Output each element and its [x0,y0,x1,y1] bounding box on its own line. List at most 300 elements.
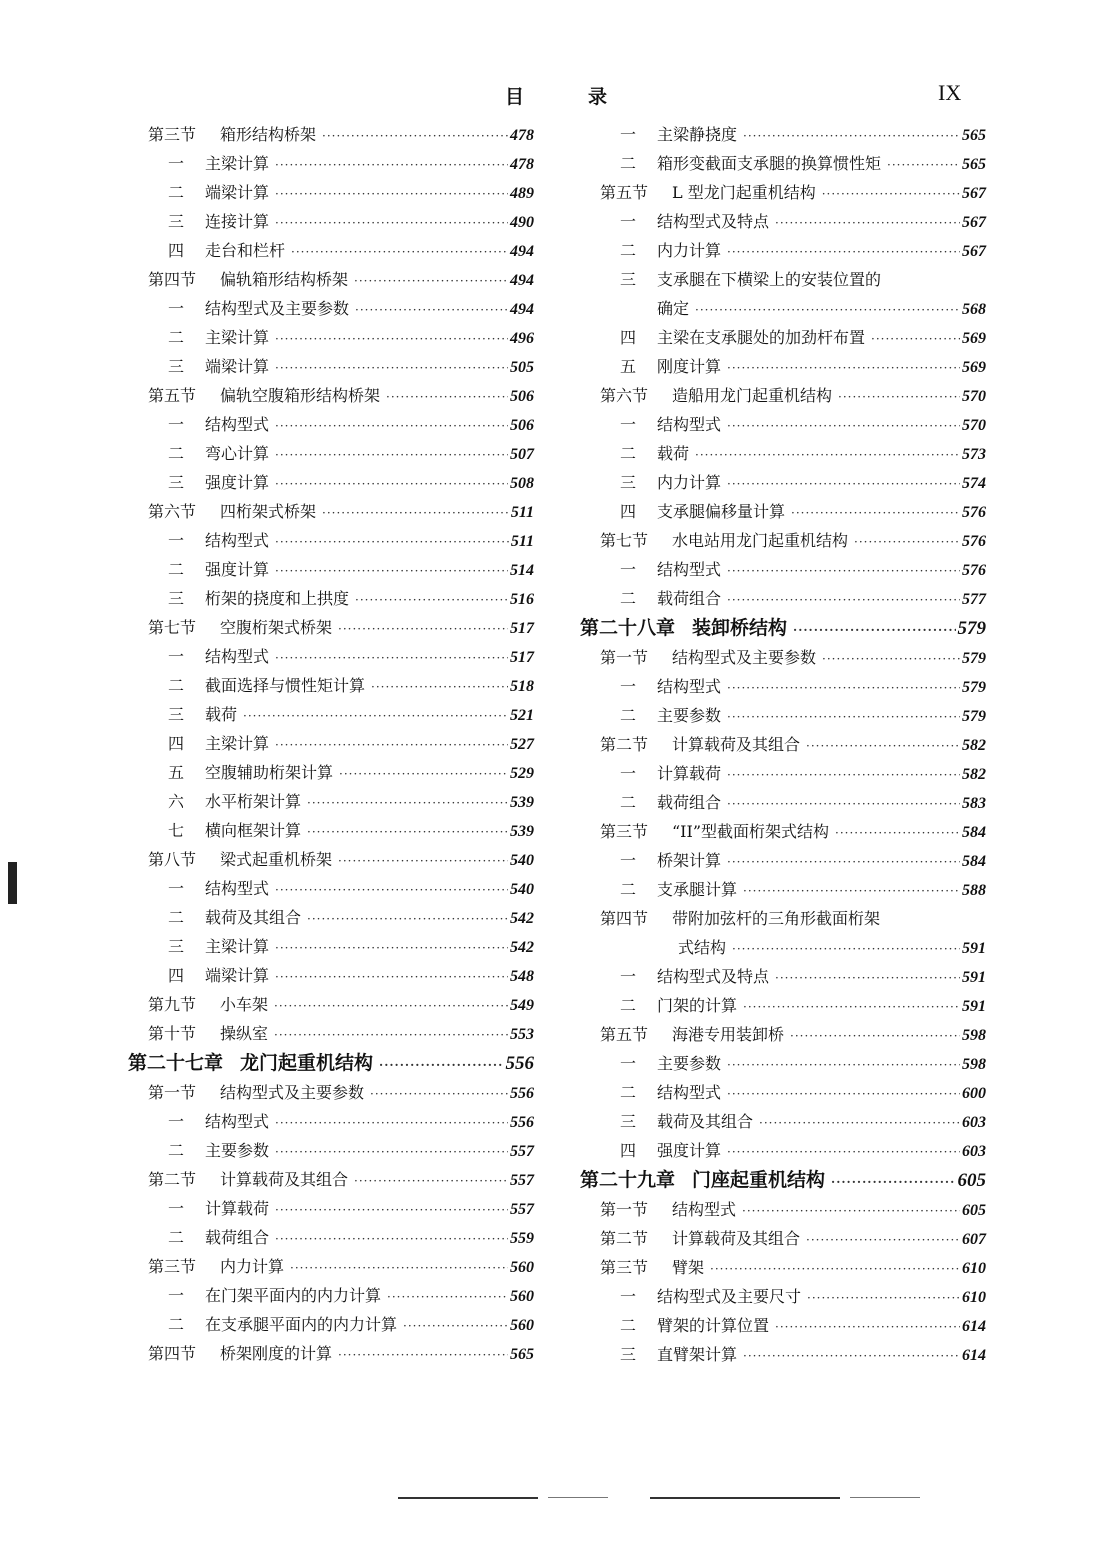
toc-entry-title: 计算载荷 [205,1199,270,1218]
toc-item [128,1223,534,1252]
toc-entry-title: 内力计算 [657,241,722,260]
toc-entry-title: 计算载荷 [657,764,722,783]
toc-entry-title: 直臂架计算 [657,1345,738,1364]
bottom-rule-segment [398,1497,538,1499]
toc-entry-number: 一 [620,125,637,144]
toc-entry-title: 支承腿在下横梁上的安装位置的 [657,270,882,289]
toc-entry-page: 603 [962,1143,986,1160]
toc-entry-title: 结构型式及主要参数 [205,299,350,318]
toc-section [128,1339,534,1368]
toc-entry-number: 三 [620,1112,637,1131]
dot-leader [307,818,508,847]
toc-item [128,816,534,845]
dot-leader [307,905,508,934]
toc-entry-title: 在门架平面内的内力计算 [205,1286,382,1305]
toc-entry-title: 结构型式 [205,879,270,898]
toc-entry-title: 臂架 [672,1258,705,1277]
toc-item [580,1340,986,1369]
dot-leader [695,296,960,325]
toc-entry-title: 结构型式 [657,677,722,696]
toc-entry-number: 一 [168,647,185,666]
toc-item [580,1078,986,1107]
dot-leader [275,963,508,992]
toc-entry-page: 508 [510,475,534,492]
dot-leader [338,615,508,644]
toc-entry-title: L 型龙门起重机结构 [672,183,816,202]
toc-entry-title: 偏轨箱形结构桥架 [220,270,349,289]
toc-entry-number: 第二节 [600,1229,649,1248]
toc-entry-page: 560 [510,1288,534,1305]
toc-entry-number: 三 [168,705,185,724]
toc-entry-title: 结构型式 [672,1200,737,1219]
toc-item [128,671,534,700]
toc-item [580,149,986,178]
toc-entry-title: “II”型截面桁架式结构 [672,822,830,841]
toc-entry-number: 二 [620,1316,637,1335]
dot-leader [743,122,960,151]
dot-leader [355,586,508,615]
toc-entry-page: 478 [510,156,534,173]
dot-leader [275,1225,508,1254]
toc-entry-page: 557 [510,1172,534,1189]
toc-item [128,410,534,439]
toc-entry-page: 516 [510,591,534,608]
toc-item [128,961,534,990]
toc-item [580,352,986,381]
toc-section [580,643,986,672]
toc-section [580,1224,986,1253]
toc-entry-title: 强度计算 [205,560,270,579]
toc-entry-number: 三 [168,589,185,608]
toc-entry-page: 598 [962,1027,986,1044]
toc-entry-number: 三 [620,1345,637,1364]
toc-item [128,352,534,381]
toc-entry-number: 五 [168,763,185,782]
toc-entry-title: 内力计算 [657,473,722,492]
toc-entry-page: 478 [510,127,534,144]
toc-item [128,526,534,555]
dot-leader [275,1109,508,1138]
toc-entry-number: 四 [620,1141,637,1160]
toc-section-continuation [580,933,986,962]
toc-entry-number: 六 [168,792,185,811]
dot-leader [275,528,509,557]
toc-entry-page: 540 [510,881,534,898]
toc-entry-number: 第七节 [148,618,197,637]
toc-entry-number: 二 [168,183,185,202]
toc-item [580,1107,986,1136]
dot-leader [322,122,508,151]
toc-item [580,468,986,497]
dot-leader [743,1342,960,1371]
toc-section [580,1253,986,1282]
toc-entry-title: 强度计算 [205,473,270,492]
toc-entry-page: 570 [962,417,986,434]
dot-leader [371,673,508,702]
toc-entry-title: 龙门起重机结构 [240,1052,374,1074]
toc-section [580,381,986,410]
dot-leader [759,1109,960,1138]
dot-leader [727,848,960,877]
toc-entry-title: 强度计算 [657,1141,722,1160]
toc-entry-page: 517 [510,649,534,666]
toc-entry-page: 573 [962,446,986,463]
toc-entry-number: 第二节 [600,735,649,754]
scan-artifact-mark [8,862,17,904]
dot-leader [355,296,508,325]
dot-leader [275,180,508,209]
dot-leader [822,645,960,674]
toc-section [128,1252,534,1281]
dot-leader [275,441,508,470]
toc-item [128,1281,534,1310]
dot-leader [274,992,508,1021]
toc-left-column [128,120,534,1368]
toc-entry-page: 567 [962,185,986,202]
toc-entry-page: 494 [510,243,534,260]
toc-entry-number: 第五节 [600,1025,649,1044]
toc-entry-page: 610 [962,1289,986,1306]
toc-entry-page: 511 [510,504,534,521]
dot-leader [275,412,508,441]
toc-entry-page: 556 [510,1085,534,1102]
toc-entry-title: 水平桁架计算 [205,792,302,811]
dot-leader [791,499,960,528]
toc-entry-number: 第五节 [148,386,197,405]
toc-section [128,120,534,149]
dot-leader [275,557,508,586]
toc-entry-title: 内力计算 [220,1257,285,1276]
toc-entry-number: 一 [620,415,637,434]
dot-leader [275,470,508,499]
toc-entry-title: 载荷组合 [657,793,722,812]
toc-entry-number: 四 [168,734,185,753]
toc-entry-page: 542 [510,939,534,956]
toc-entry-title: 主要参数 [657,706,722,725]
dot-leader [854,528,960,557]
toc-entry-number: 第九节 [148,995,197,1014]
dot-leader [835,819,960,848]
toc-chapter [128,1048,534,1078]
toc-entry-title: 结构型式 [205,531,270,550]
toc-entry-number: 第六节 [600,386,649,405]
toc-entry-page: 557 [510,1143,534,1160]
dot-leader [871,325,960,354]
toc-entry-number: 第三节 [148,1257,197,1276]
toc-entry-page: 583 [962,795,986,812]
dot-leader [727,790,960,819]
toc-entry-title: 结构型式及特点 [657,212,770,231]
toc-item [128,642,534,671]
toc-item [128,236,534,265]
toc-entry-page: 582 [962,737,986,754]
dot-leader [243,702,508,731]
toc-entry-page: 567 [962,243,986,260]
toc-entry-number: 一 [168,1286,185,1305]
toc-entry-title: 主要参数 [657,1054,722,1073]
toc-entry-number: 三 [168,212,185,231]
toc-entry-number: 四 [620,502,637,521]
toc-entry-number: 二 [620,1083,637,1102]
toc-section [580,1195,986,1224]
toc-entry-title: 式结构 [678,938,727,957]
toc-entry-page: 570 [962,388,986,405]
toc-entry-title: 端梁计算 [205,357,270,376]
toc-entry-title: 弯心计算 [205,444,270,463]
toc-item [128,903,534,932]
toc-entry-title: 载荷 [205,705,238,724]
toc-entry-page: 521 [510,707,534,724]
toc-section [128,1078,534,1107]
dot-leader [727,674,960,703]
dot-leader [307,789,508,818]
bottom-rule-segment [548,1497,608,1498]
toc-entry-page: 576 [962,504,986,521]
toc-entry-number: 一 [620,851,637,870]
dot-leader [775,964,960,993]
toc-entry-title: 结构型式及主要参数 [672,648,817,667]
toc-entry-page: 579 [962,679,986,696]
toc-entry-number: 第三节 [600,1258,649,1277]
toc-item [128,207,534,236]
toc-item [580,410,986,439]
toc-entry-title: 结构型式 [657,560,722,579]
dot-leader [822,180,960,209]
bottom-rule-segment [850,1497,920,1498]
dot-leader [732,935,960,964]
toc-entry-page: 560 [510,1259,534,1276]
toc-item [128,932,534,961]
toc-entry-page: 490 [510,214,534,231]
toc-entry-title: 载荷及其组合 [205,908,302,927]
toc-entry-title: 结构型式 [205,1112,270,1131]
toc-entry-page: 591 [962,969,986,986]
dot-leader [727,586,960,615]
dot-leader [354,267,508,296]
toc-entry-page: 518 [510,678,534,695]
toc-entry-title: 截面选择与惯性矩计算 [205,676,366,695]
toc-entry-title: 主梁计算 [205,734,270,753]
toc-entry-number: 三 [620,270,637,289]
toc-entry-page: 496 [510,330,534,347]
toc-entry-page: 588 [962,882,986,899]
toc-entry-page: 560 [510,1317,534,1334]
toc-entry-title: 载荷组合 [205,1228,270,1247]
dot-leader [274,1021,508,1050]
toc-entry-number: 二 [168,1141,185,1160]
dot-leader [338,847,508,876]
toc-entry-number: 一 [620,764,637,783]
toc-item [128,1136,534,1165]
dot-leader [838,383,960,412]
title-char-2: 录 [588,86,608,108]
toc-entry-page: 549 [510,997,534,1014]
toc-entry-title: 桁架的挠度和上拱度 [205,589,350,608]
toc-item [580,265,986,294]
toc-entry-number: 一 [168,1199,185,1218]
toc-entry-number: 二 [168,1315,185,1334]
toc-entry-page: 494 [510,301,534,318]
toc-item [128,729,534,758]
toc-item [128,874,534,903]
toc-entry-title: 支承腿计算 [657,880,738,899]
toc-item [580,991,986,1020]
toc-entry-number: 二 [168,1228,185,1247]
dot-leader [727,1138,960,1167]
toc-entry-number: 四 [168,241,185,260]
toc-entry-page: 557 [510,1201,534,1218]
dot-leader [807,1284,960,1313]
toc-entry-number: 第二节 [148,1170,197,1189]
dot-leader [275,151,508,180]
page-number: IX [938,80,962,105]
toc-entry-number: 二 [620,793,637,812]
toc-entry-title: 主梁计算 [205,937,270,956]
toc-section [580,526,986,555]
toc-entry-number: 五 [620,357,637,376]
toc-item [128,787,534,816]
dot-leader [793,615,955,645]
toc-entry-number: 一 [168,531,185,550]
toc-entry-number: 第四节 [148,1344,197,1363]
toc-item [580,759,986,788]
toc-entry-title: 带附加弦杆的三角形截面桁架 [672,909,881,928]
dot-leader [775,209,960,238]
dot-leader [727,354,960,383]
dot-leader [831,1167,955,1197]
dot-leader [727,470,960,499]
toc-entry-title: 空腹桁架式桥架 [220,618,333,637]
dot-leader [710,1255,960,1284]
toc-entry-page: 577 [962,591,986,608]
dot-leader [339,760,508,789]
dot-leader [727,412,960,441]
dot-leader [275,209,508,238]
toc-entry-number: 四 [620,328,637,347]
toc-entry-number: 一 [620,677,637,696]
toc-item [580,846,986,875]
toc-entry-title: 造船用龙门起重机结构 [672,386,833,405]
toc-entry-title: 连接计算 [205,212,270,231]
toc-entry-title: 计算载荷及其组合 [672,735,801,754]
toc-section [128,990,534,1019]
toc-item [580,1282,986,1311]
toc-item [580,323,986,352]
toc-entry-page: 603 [962,1114,986,1131]
toc-section [580,904,986,933]
toc-item [128,1194,534,1223]
toc-entry-page: 607 [962,1231,986,1248]
toc-entry-page: 507 [510,446,534,463]
toc-section [580,1020,986,1049]
toc-entry-page: 584 [962,853,986,870]
toc-entry-page: 574 [962,475,986,492]
toc-entry-title: 操纵室 [220,1024,269,1043]
toc-item [580,236,986,265]
dot-leader [275,354,508,383]
toc-entry-page: 569 [962,330,986,347]
toc-entry-title: 结构型式及主要参数 [220,1083,365,1102]
dot-leader [275,644,508,673]
title-char-1: 目 [505,86,525,108]
toc-item [128,149,534,178]
toc-item [580,207,986,236]
dot-leader [775,1313,960,1342]
toc-entry-number: 第四节 [600,909,649,928]
toc-entry-page: 576 [962,533,986,550]
toc-entry-title: 载荷组合 [657,589,722,608]
toc-entry-page: 576 [962,562,986,579]
toc-section [128,265,534,294]
toc-entry-title: 梁式起重机桥架 [220,850,333,869]
toc-item [580,1136,986,1165]
toc-entry-number: 一 [168,299,185,318]
dot-leader [275,731,508,760]
toc-entry-page: 494 [510,272,534,289]
toc-entry-page: 548 [510,968,534,985]
toc-entry-number: 第三节 [148,125,197,144]
toc-entry-title: 结构型式 [657,1083,722,1102]
dot-leader [275,1138,508,1167]
toc-entry-page: 598 [962,1056,986,1073]
toc-entry-page: 600 [962,1085,986,1102]
toc-entry-title: 计算载荷及其组合 [220,1170,349,1189]
toc-entry-title: 偏轨空腹箱形结构桥架 [220,386,381,405]
toc-entry-number: 第六节 [148,502,197,521]
dot-leader [275,325,508,354]
toc-entry-page: 529 [510,765,534,782]
toc-entry-title: 箱形结构桥架 [220,125,317,144]
toc-section [128,381,534,410]
toc-entry-page: 579 [962,650,986,667]
toc-entry-title: 支承腿偏移量计算 [657,502,786,521]
toc-entry-page: 605 [962,1202,986,1219]
toc-entry-page: 506 [510,388,534,405]
toc-entry-number: 一 [168,415,185,434]
toc-entry-number: 一 [168,1112,185,1131]
dot-leader [727,557,960,586]
toc-entry-title: 水电站用龙门起重机结构 [672,531,849,550]
toc-entry-page: 489 [510,185,534,202]
toc-entry-number: 二 [168,908,185,927]
toc-entry-title: 结构型式 [205,647,270,666]
toc-item [128,584,534,613]
dot-leader [727,703,960,732]
page-title [505,82,607,109]
toc-entry-number: 二 [168,328,185,347]
toc-entry-number: 第五节 [600,183,649,202]
dot-leader [695,441,960,470]
toc-entry-page: 540 [510,852,534,869]
toc-entry-number: 二 [620,706,637,725]
toc-item [580,788,986,817]
toc-entry-title: 刚度计算 [657,357,722,376]
toc-section [580,817,986,846]
dot-leader [291,238,508,267]
toc-entry-title: 结构型式及主要尺寸 [657,1287,802,1306]
toc-entry-number: 第三节 [600,822,649,841]
toc-item [580,701,986,730]
toc-entry-page: 591 [962,998,986,1015]
toc-entry-page: 579 [962,708,986,725]
toc-item [128,294,534,323]
toc-item [580,875,986,904]
toc-entry-page: 511 [510,533,534,550]
toc-item [128,1310,534,1339]
toc-entry-page: 539 [510,794,534,811]
dot-leader [743,993,960,1022]
toc-entry-title: 确定 [657,299,690,318]
